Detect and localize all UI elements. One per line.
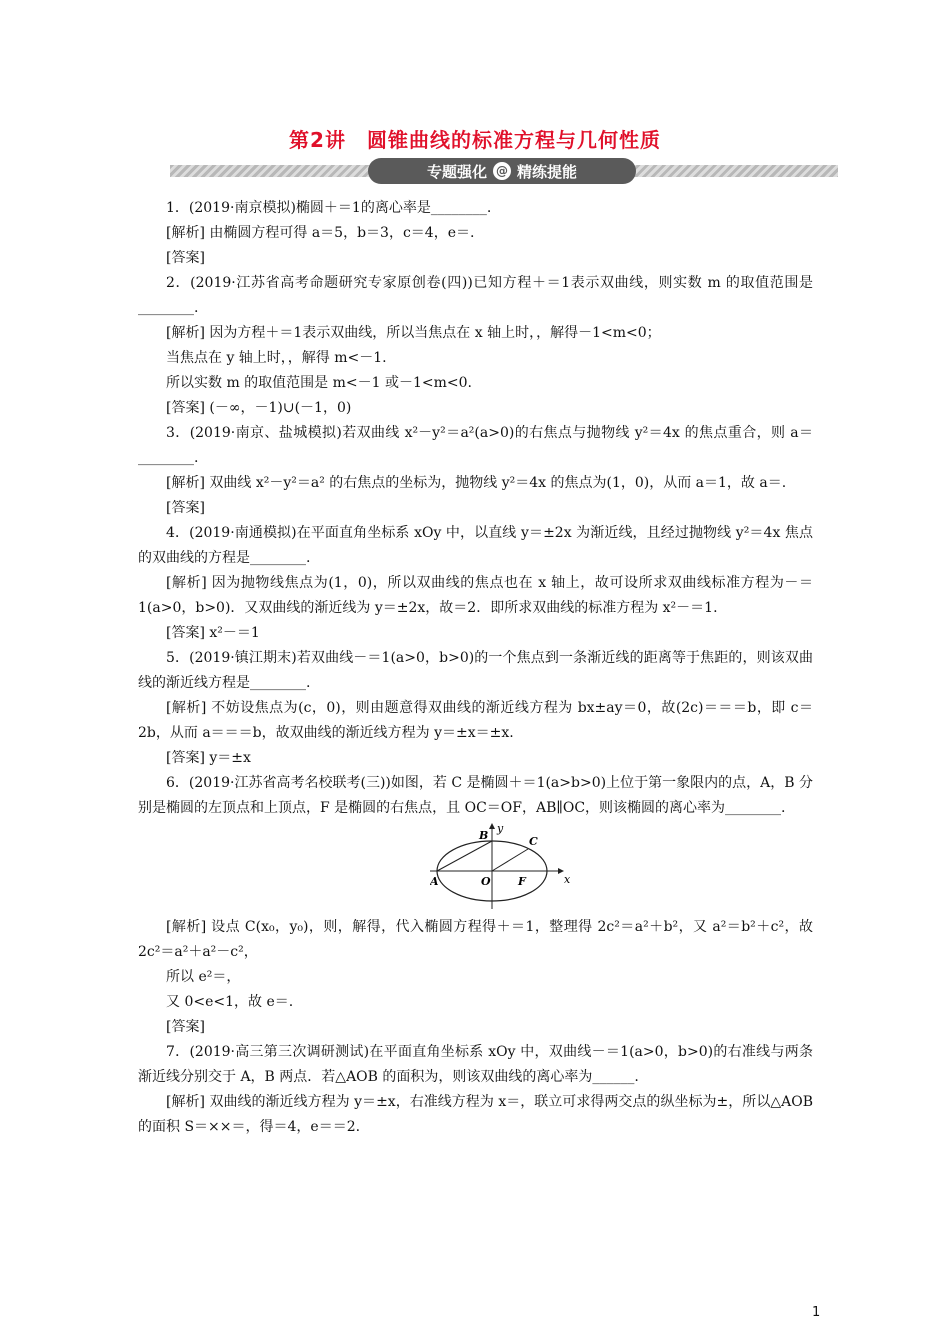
y-arrow [489,823,495,829]
text-line: [答案] (－∞，－1)∪(－1，0) [166,400,352,416]
text-line: 2．(2019·江苏省高考命题研究专家原创卷(四))已知方程＋＝1表示双曲线，则实数 m 的取值范围是________. [138,275,813,316]
text-line: [答案] x²－＝1 [166,625,260,641]
page-number: 1 [812,1305,821,1320]
label-o: O [481,875,491,888]
label-c: C [529,835,538,848]
banner-right-text: 精练提能 [517,162,578,181]
text-line: 3．(2019·南京、盐城模拟)若双曲线 x²－y²＝a²(a>0)的右焦点与抛物线 y²＝4x 的焦点重合，则 a＝________. [138,425,813,466]
problems-part-1 [138,196,813,821]
label-b: B [479,829,489,842]
text-line: 6．(2019·江苏省高考名校联考(三))如图，若 C 是椭圆＋＝1(a>b>0)上位于第一象限内的点，A，B 分别是椭圆的左顶点和上顶点，F 是椭圆的右焦点，且 OC＝OF，AB∥OC，则该椭圆的离心率为________. [138,775,813,816]
text-line: [解析] 设点 C(x₀，y₀)，则，解得，代入椭圆方程得＋＝1，整理得 2c²＝a²＋b²，又 a²＝b²＋c²，故 2c²＝a²＋a²－c²， [138,919,813,960]
text-line: 5．(2019·镇江期末)若双曲线－＝1(a>0，b>0)的一个焦点到一条渐近线的距离等于焦距的，则该双曲线的渐近线方程是________. [138,650,813,691]
text-line: [解析] 双曲线 x²－y²＝a² 的右焦点的坐标为，抛物线 y²＝4x 的焦点为(1，0)，从而 a＝1，故 a＝. [166,475,787,491]
label-y: y [497,823,504,835]
text-line: [答案] y＝±x [166,750,251,766]
text-line: [答案] [166,1019,205,1035]
problems-part-2 [138,915,813,1140]
text-line: 所以实数 m 的取值范围是 m<－1 或－1<m<0. [166,375,472,391]
banner-pill [368,158,636,184]
text-line: 当焦点在 y 轴上时，，解得 m<－1. [166,350,387,366]
label-x: x [564,873,570,886]
text-line: 又 0<e<1，故 e＝. [166,994,294,1010]
segment-oc [492,849,528,871]
section-banner [170,158,838,184]
text-line: [答案] [166,250,205,266]
label-a: A [430,875,439,888]
ellipse-figure [138,823,813,909]
text-line: 1．(2019·南京模拟)椭圆＋＝1的离心率是________. [166,200,492,216]
page-title: 第2讲 圆锥曲线的标准方程与几何性质 [289,128,661,152]
text-line: 所以 e²＝， [166,969,241,985]
text-line: [解析] 由椭圆方程可得 a＝5，b＝3，c＝4，e＝. [166,225,475,241]
label-f: F [518,875,526,888]
ellipse-diagram [430,823,570,909]
text-line: 7．(2019·高三第三次调研测试)在平面直角坐标系 xOy 中，双曲线－＝1(a>0，b>0)的右准线与两条渐近线分别交于 A，B 两点．若△AOB 的面积为，则该双曲线的离心率为______. [138,1044,813,1085]
text-line: [解析] 因为方程＋＝1表示双曲线，所以当焦点在 x 轴上时，，解得－1<m<0； [166,325,661,341]
text-line: [解析] 双曲线的渐近线方程为 y＝±x，右准线方程为 x＝，联立可求得两交点的纵坐标为±，所以△AOB 的面积 S＝××＝，得＝4，e＝＝2. [138,1094,813,1135]
text-line: [解析] 因为抛物线焦点为(1，0)，所以双曲线的焦点也在 x 轴上，故可设所求双曲线标准方程为－＝1(a>0，b>0)．又双曲线的渐近线为 y＝±2x，故＝2．即所求双曲线的标准方程为 x²－＝1. [138,575,813,616]
document-body [138,196,813,1140]
banner-left-text: 专题强化 [426,162,487,181]
at-icon: @ [493,162,511,180]
text-line: [答案] [166,500,205,516]
text-line: [解析] 不妨设焦点为(c，0)，则由题意得双曲线的渐近线方程为 bx±ay＝0，故(2c)＝＝＝b，即 c＝2b，从而 a＝＝＝b，故双曲线的渐近线方程为 y＝±x＝±x. [138,700,813,741]
text-line: 4．(2019·南通模拟)在平面直角坐标系 xOy 中，以直线 y＝±2x 为渐近线，且经过抛物线 y²＝4x 焦点的双曲线的方程是________. [138,525,813,566]
